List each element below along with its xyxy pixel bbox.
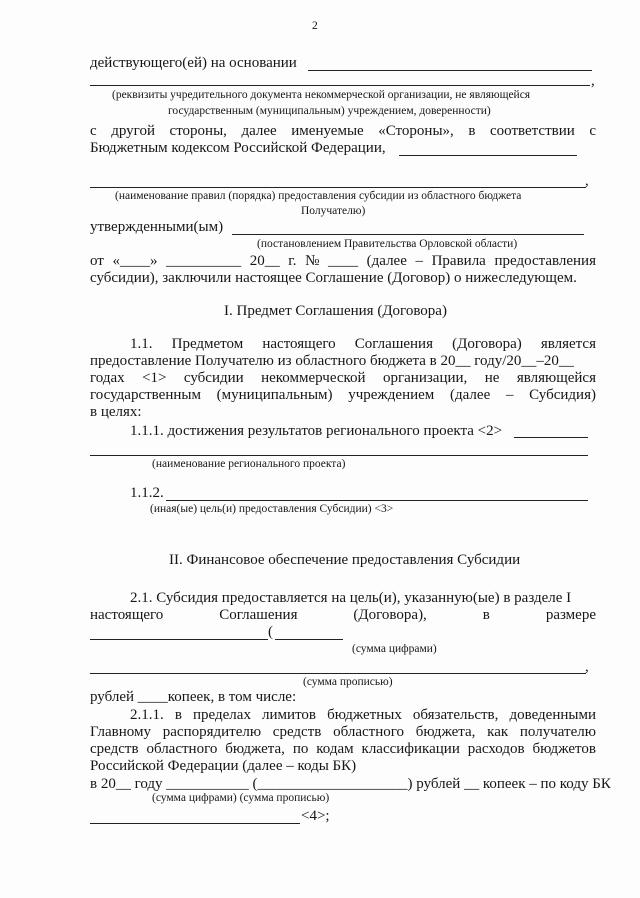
budget-code-line: Бюджетным кодексом Российской Федерации, xyxy=(90,140,386,156)
word: является xyxy=(540,336,596,352)
word: бюджетных xyxy=(327,707,402,723)
s1-line-1 xyxy=(130,335,596,353)
rules-hint-1: (наименование правил (порядка) предоставления субсидии из областного бюджета xyxy=(115,190,522,202)
year-amount-line: в 20__ году ___________ (____________________) рублей __ копеек – по коду БК xyxy=(90,776,611,792)
word: бюджетов xyxy=(532,741,596,757)
word: Правила xyxy=(431,253,486,269)
word: областного xyxy=(146,741,218,757)
clause-1-1-1-blank xyxy=(514,437,588,438)
rules-hint-2: Получателю) xyxy=(301,205,366,217)
word: <1> xyxy=(142,370,167,386)
basis-comma: , xyxy=(591,73,595,89)
word: – xyxy=(505,387,514,403)
s2-line-1: 2.1. Субсидия предоставляется на цель(и), указанную(ые) в разделе I xyxy=(130,590,572,606)
bk-code-blank xyxy=(90,823,300,824)
s1-line-4 xyxy=(90,386,596,404)
sum-words-blank xyxy=(90,673,586,674)
word: настоящего xyxy=(90,607,164,623)
word: размере xyxy=(545,607,596,623)
s1-line-2: предоставление Получателю из областного бюджета в 20__ году/20__–20__ xyxy=(90,353,574,369)
approved-label: утвержденными(ым) xyxy=(90,219,224,235)
word: получателю xyxy=(519,724,596,740)
s2-11-line-3 xyxy=(90,740,596,758)
word: Соглашения xyxy=(354,336,433,352)
word: бюджета, xyxy=(225,741,285,757)
basis-blank xyxy=(308,70,592,71)
section-2-heading: II. Финансовое обеспечение предоставления Субсидии xyxy=(169,552,521,568)
word: обязательств, xyxy=(412,707,499,723)
page-number: 2 xyxy=(312,20,318,32)
s2-11-line-1 xyxy=(130,706,596,724)
basis-label: действующего(ей) на основании xyxy=(90,55,297,71)
word: областного xyxy=(333,724,404,740)
clause-1-1-2-hint: (иная(ые) цель(и) предоставления Субсидии) <3> xyxy=(150,503,394,515)
word: (далее xyxy=(450,387,491,403)
word: предоставления xyxy=(494,253,596,269)
word: по xyxy=(292,741,309,757)
s2-11-line-4: Российской Федерации (далее – коды БК) xyxy=(90,758,357,774)
basis-hint-2: государственным (муниципальным) учреждением, доверенности) xyxy=(168,105,491,117)
word: с xyxy=(90,123,97,139)
sum-digits-hint: (сумма цифрами) xyxy=(352,643,437,655)
word: пределах xyxy=(193,707,251,723)
word: __________ xyxy=(166,253,242,269)
word: государственным xyxy=(90,387,201,403)
word: бюджета, xyxy=(415,724,476,740)
word: кодам xyxy=(316,741,354,757)
word: настоящего xyxy=(262,336,336,352)
word: Соглашения xyxy=(219,607,298,623)
word: Предметом xyxy=(171,336,244,352)
word: лимитов xyxy=(262,707,317,723)
rules-comma: , xyxy=(585,173,589,189)
approved-hint: (постановлением Правительства Орловской области) xyxy=(257,238,518,250)
word: организации, xyxy=(383,370,468,386)
rules-blank xyxy=(90,187,586,188)
s1-line-3 xyxy=(90,369,596,387)
word: как xyxy=(487,724,509,740)
word: годах xyxy=(90,370,125,386)
word: доведенными xyxy=(509,707,596,723)
budget-code-blank xyxy=(399,155,577,156)
word: учреждением xyxy=(348,387,435,403)
word: являющейся xyxy=(516,370,596,386)
project-name-blank xyxy=(90,455,588,456)
word: (далее xyxy=(366,253,407,269)
word: (Договора) xyxy=(452,336,522,352)
clause-1-1-2-blank xyxy=(166,500,588,501)
approved-blank xyxy=(232,234,584,235)
word: стороны, xyxy=(169,123,227,139)
word: Субсидия) xyxy=(529,387,596,403)
word: средств xyxy=(90,741,139,757)
word: (муниципальным) xyxy=(216,387,333,403)
clause-1-1-1: 1.1.1. достижения результатов регионального проекта <2> xyxy=(130,423,503,439)
word: в xyxy=(468,123,476,139)
s1-line-5: в целях: xyxy=(90,404,142,420)
s2-line-2 xyxy=(90,606,596,624)
word: классификации xyxy=(361,741,460,757)
sum-digits-blank-1 xyxy=(90,639,268,640)
word: ____ xyxy=(328,253,359,269)
clause-1-1-2: 1.1.2. xyxy=(130,485,164,501)
rubles-line: рублей ____копеек, в том числе: xyxy=(90,689,297,705)
basis-blank-2 xyxy=(90,85,590,86)
word: другой xyxy=(111,123,155,139)
footnote-4-ref: <4>; xyxy=(301,808,330,824)
word: Главному xyxy=(90,724,152,740)
word: г. xyxy=(288,253,297,269)
word: не xyxy=(484,370,500,386)
section-1-heading: I. Предмет Соглашения (Договора) xyxy=(224,303,447,319)
parties-line xyxy=(90,122,596,140)
word: 1.1. xyxy=(130,336,153,352)
word: некоммерческой xyxy=(261,370,366,386)
sum-digits-blank-2 xyxy=(275,639,343,640)
word: 20__ xyxy=(249,253,280,269)
word: «____» xyxy=(112,253,158,269)
word: – xyxy=(415,253,423,269)
word: 2.1.1. xyxy=(130,707,164,723)
word: от xyxy=(90,253,104,269)
word: в xyxy=(482,607,490,623)
basis-hint-1: (реквизиты учредительного документа некоммерческой организации, не являющейся xyxy=(112,89,531,101)
word: средств xyxy=(272,724,322,740)
date-line xyxy=(90,252,596,270)
year-amount-hint: (сумма цифрами) (сумма прописью) xyxy=(152,792,330,804)
sum-paren: ( xyxy=(268,624,273,640)
word: с xyxy=(589,123,596,139)
word: в xyxy=(174,707,182,723)
word: именуемые xyxy=(291,123,364,139)
word: далее xyxy=(241,123,277,139)
word: субсидии xyxy=(183,370,244,386)
word: (Договора), xyxy=(353,607,427,623)
word: распорядителю xyxy=(162,724,262,740)
sum-words-hint: (сумма прописью) xyxy=(303,676,393,688)
sum-words-comma: , xyxy=(585,659,589,675)
concluded-line: субсидии), заключили настоящее Соглашение (Договор) о нижеследующем. xyxy=(90,270,577,286)
project-name-hint: (наименование регионального проекта) xyxy=(152,458,346,470)
word: № xyxy=(305,253,320,269)
word: расходов xyxy=(467,741,525,757)
word: соответствии xyxy=(490,123,575,139)
s2-11-line-2 xyxy=(90,723,596,741)
word: «Стороны», xyxy=(378,123,454,139)
